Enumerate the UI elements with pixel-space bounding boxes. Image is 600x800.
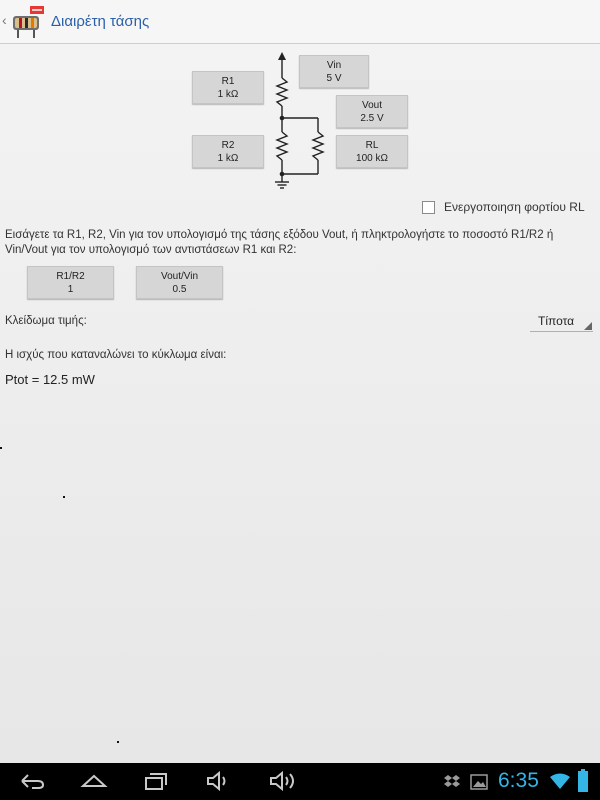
vout-vin-ratio-button[interactable] bbox=[136, 266, 223, 299]
volume-down-icon[interactable] bbox=[205, 771, 233, 791]
vout-vin-ratio-label: Vout/Vin bbox=[160, 271, 199, 282]
r1-value: 1 kΩ bbox=[217, 89, 239, 100]
wifi-icon bbox=[549, 772, 571, 790]
vout-button[interactable] bbox=[336, 95, 408, 128]
value-lock-spinner[interactable] bbox=[530, 311, 593, 332]
artifact-dot bbox=[117, 741, 119, 743]
instructions-text: Εισάγετε τα R1, R2, Vin για τον υπολογισμό της τάσης εξόδου Vout, ή πληκτρολογήστε το ποσοστό R1/R2 ή Vin/Vout για τον υπολογισμό των αντιστάσεων R1 και R2: bbox=[5, 229, 554, 256]
value-lock-selected: Τίποτα bbox=[538, 314, 575, 328]
vout-vin-ratio-value: 0.5 bbox=[172, 284, 187, 295]
spinner-arrow-icon bbox=[584, 322, 592, 330]
r1-r2-ratio-value: 1 bbox=[67, 284, 74, 295]
up-chevron-icon[interactable]: ‹ bbox=[2, 12, 7, 28]
vout-value: 2.5 V bbox=[360, 113, 384, 124]
status-time: 6:35 bbox=[498, 769, 539, 792]
page-title: Διαιρέτη τάσης bbox=[51, 13, 150, 30]
power-value: Ptot = 12.5 mW bbox=[5, 372, 95, 387]
artifact-dot bbox=[63, 496, 65, 498]
artifact-dot bbox=[0, 447, 2, 449]
power-label: Η ισχύς που καταναλώνει το κύκλωμα είναι: bbox=[5, 349, 227, 361]
home-icon[interactable] bbox=[80, 771, 108, 791]
r1-label: R1 bbox=[221, 76, 235, 87]
r2-button[interactable] bbox=[192, 135, 264, 168]
action-bar bbox=[0, 0, 600, 44]
gallery-icon bbox=[470, 774, 488, 790]
load-rl-checkbox[interactable] bbox=[422, 201, 435, 214]
recents-icon[interactable] bbox=[142, 771, 170, 791]
vin-label: Vin bbox=[326, 60, 342, 71]
vin-button[interactable] bbox=[299, 55, 369, 88]
vin-value: 5 V bbox=[326, 73, 342, 84]
r2-value: 1 kΩ bbox=[217, 153, 239, 164]
value-lock-label: Κλείδωμα τιμής: bbox=[5, 315, 87, 327]
vout-label: Vout bbox=[361, 100, 383, 111]
load-rl-label: Ενεργοποιηση φορτίου RL bbox=[444, 200, 585, 214]
dropbox-icon bbox=[443, 773, 461, 791]
resistor-app-icon[interactable] bbox=[10, 4, 46, 40]
r1-r2-ratio-button[interactable] bbox=[27, 266, 114, 299]
rl-button[interactable] bbox=[336, 135, 408, 168]
r1-r2-ratio-label: R1/R2 bbox=[56, 271, 85, 282]
system-navigation-bar bbox=[0, 763, 600, 800]
battery-icon bbox=[577, 769, 589, 793]
r2-label: R2 bbox=[221, 140, 235, 151]
volume-up-icon[interactable] bbox=[268, 771, 298, 791]
rl-label: RL bbox=[365, 140, 379, 151]
back-icon[interactable] bbox=[18, 771, 46, 791]
rl-value: 100 kΩ bbox=[356, 153, 388, 164]
r1-button[interactable] bbox=[192, 71, 264, 104]
